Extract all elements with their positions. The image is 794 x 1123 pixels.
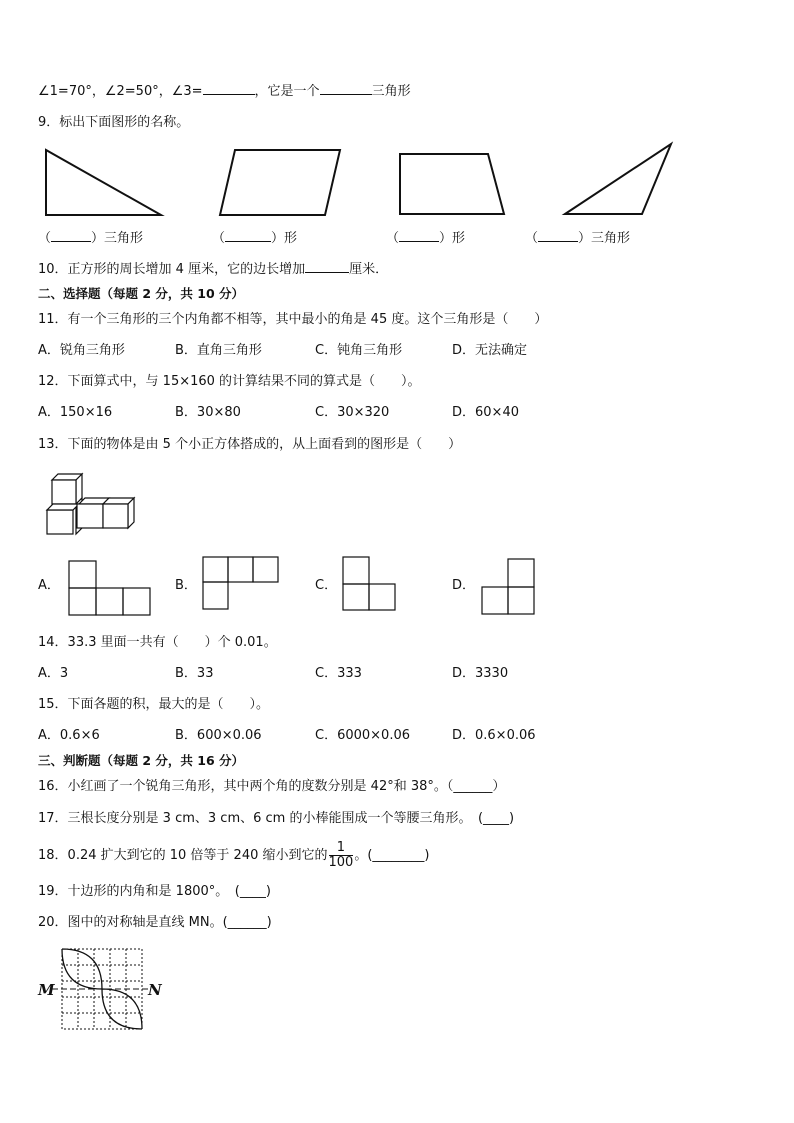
q14-option-d[interactable]: D．3330	[452, 666, 509, 681]
q9-label-4: （ ）三角形	[525, 231, 631, 246]
answer-blank[interactable]	[225, 229, 271, 242]
q12-option-d[interactable]: D．60×40	[452, 405, 519, 420]
label-n: N	[148, 981, 162, 999]
q15-stem: 15．下面各题的积，最大的是（ ）。	[38, 697, 270, 712]
q9-figures	[0, 140, 794, 220]
q18-line: 18．0.24 扩大到它的 10 倍等于 240 缩小到它的 $\frac{1}{100}$ 。(________)	[38, 840, 430, 870]
answer-blank[interactable]	[305, 260, 349, 273]
answer-blank[interactable]	[399, 229, 439, 242]
q15-option-c[interactable]: C．6000×0.06	[315, 728, 410, 743]
q20-stem: 20．图中的对称轴是直线 MN。(______)	[38, 915, 272, 930]
obtuse-triangle-shape	[565, 144, 671, 214]
q13-option-d[interactable]: D．	[452, 578, 476, 593]
q15-option-d[interactable]: D．0.6×0.06	[452, 728, 536, 743]
q11-option-a[interactable]: A．锐角三角形	[38, 343, 125, 358]
q14-stem: 14．33.3 里面一共有（ ）个 0.01。	[38, 635, 277, 650]
fraction: $\frac{1}{100}$	[328, 840, 354, 870]
section-2-heading: 二、选择题（每题 2 分，共 10 分）	[38, 286, 245, 301]
q14-option-b[interactable]: B．33	[175, 666, 214, 681]
answer-blank[interactable]	[51, 229, 91, 242]
q9-label-1: （ ）三角形	[38, 231, 144, 246]
q9-label-3: （ ）形	[386, 231, 466, 246]
q11-stem: 11．有一个三角形的三个内角都不相等，其中最小的角是 45 度。这个三角形是（ ）	[38, 312, 548, 327]
q9-label-2: （ ）形	[212, 231, 298, 246]
q9-stem: 9．标出下面图形的名称。	[38, 115, 190, 130]
cube-stack-figure	[44, 472, 144, 542]
q13-option-b[interactable]: B．	[175, 578, 197, 593]
q11-option-c[interactable]: C．钝角三角形	[315, 343, 403, 358]
q13-stem: 13．下面的物体是由 5 个小正方体搭成的，从上面看到的图形是（ ）	[38, 437, 462, 452]
q16-line: 16．小红画了一个锐角三角形，其中两个角的度数分别是 42°和 38°。（______）	[38, 779, 506, 794]
q11-option-d[interactable]: D．无法确定	[452, 343, 528, 358]
section-3-heading: 三、判断题（每题 2 分，共 16 分）	[38, 753, 245, 768]
q13-option-c[interactable]: C．	[315, 578, 338, 593]
q13-option-a[interactable]: A．	[38, 578, 60, 593]
q19-line: 19．十边形的内角和是 1800°。 (____)	[38, 884, 271, 899]
answer-blank[interactable]	[203, 82, 255, 95]
trapezoid-shape	[400, 154, 504, 214]
option-d-grid	[481, 558, 541, 618]
q11-option-b[interactable]: B．直角三角形	[175, 343, 262, 358]
q12-option-b[interactable]: B．30×80	[175, 405, 241, 420]
q12-stem: 12．下面算式中，与 15×160 的计算结果不同的算式是（ ）。	[38, 374, 421, 389]
q12-option-a[interactable]: A．150×16	[38, 405, 113, 420]
q17-line: 17．三根长度分别是 3 cm、3 cm、6 cm 的小棒能围成一个等腰三角形。 (____)	[38, 811, 515, 826]
right-triangle-shape	[46, 150, 161, 215]
q15-option-b[interactable]: B．600×0.06	[175, 728, 262, 743]
label-m: M	[38, 981, 55, 999]
q14-option-a[interactable]: A．3	[38, 666, 69, 681]
symmetry-grid-figure	[36, 946, 166, 1036]
option-c-grid	[342, 556, 402, 616]
option-a-grid	[68, 560, 158, 620]
q15-option-a[interactable]: A．0.6×6	[38, 728, 100, 743]
q12-option-c[interactable]: C．30×320	[315, 405, 390, 420]
q8-line: ∠1=70°，∠2=50°，∠3= ，它是一个 三角形	[38, 84, 411, 99]
answer-blank[interactable]	[320, 82, 372, 95]
option-b-grid	[202, 556, 292, 616]
q10-line: 10．正方形的周长增加 4 厘米，它的边长增加 厘米．	[38, 262, 389, 277]
q14-option-c[interactable]: C．333	[315, 666, 362, 681]
parallelogram-shape	[220, 150, 340, 215]
answer-blank[interactable]	[538, 229, 578, 242]
